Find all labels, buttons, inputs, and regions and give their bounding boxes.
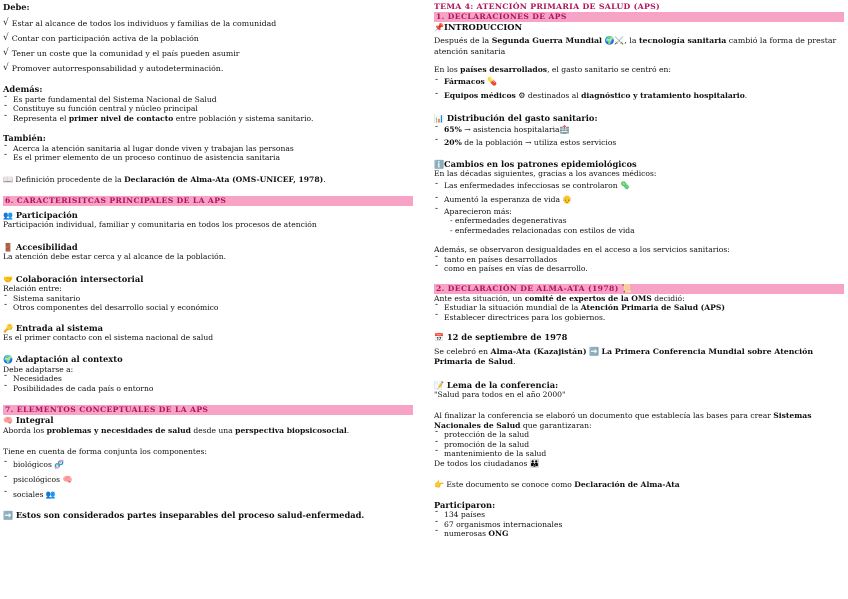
info-icon: ℹ️ <box>434 159 444 169</box>
swords-icon: ⚔️ <box>614 36 625 46</box>
list-item: - Acerca la atención sanitaria al lugar donde viven y trabajan las personas <box>3 144 413 154</box>
accesibilidad-title: 🚪 Accesibilidad <box>3 241 78 252</box>
door-icon: 🚪 <box>3 242 13 252</box>
list-item: - biológicos 🧬 <box>3 457 413 472</box>
pin-icon: 📌 <box>434 22 444 32</box>
key-icon: 🔑 <box>3 323 13 333</box>
list-item: - enfermedades degenerativas <box>450 216 567 226</box>
intro-text: Después de la Segunda Guerra Mundial 🌍⚔️, la tecnología sanitaria cambió la forma de prestar atención sanitaria <box>434 36 837 56</box>
list-item: - 67 organismos internacionales <box>434 520 844 530</box>
brain-icon: 🧠 <box>3 416 13 426</box>
final-text: Al finalizar la conferencia se elaboró un documento que establecía las bases para crear Sistemas Nacionales de Salud que garantizaran: <box>434 411 812 430</box>
people-icon: 👥 <box>3 211 13 221</box>
people-icon: 👪 <box>529 458 540 468</box>
cambios-title: ℹ️Cambios en los patrones epidemiológicos <box>434 158 637 169</box>
participaron-title: Participaron: <box>434 499 496 510</box>
scroll-icon: 📜 <box>621 283 633 293</box>
globe-icon: 🌍 <box>3 355 13 365</box>
debe-title: Debe: <box>3 2 30 12</box>
tambien-list <box>3 144 413 163</box>
cambios-text: En las décadas siguientes, gracias a los avances médicos: <box>434 169 657 179</box>
list-item: - Es el primer elemento de un proceso continuo de asistencia sanitaria <box>3 153 413 163</box>
ante-list <box>434 303 844 322</box>
entrada-title: 🔑 Entrada al sistema <box>3 322 104 333</box>
list-item: - psicológicos 🧠 <box>3 472 413 487</box>
right-column <box>434 2 844 539</box>
section-6-header: 6. CARACTERISITCAS PRINCIPALES DE LA APS <box>3 196 413 206</box>
list-item: - Aparecieron más: <box>434 207 844 217</box>
list-item: - promoción de la salud <box>434 440 844 450</box>
adaptacion-list <box>3 374 413 393</box>
section-1-header: 1. DECLARACIONES DE APS <box>434 12 844 22</box>
check-icon: √ <box>3 63 9 74</box>
memo-icon: 📝 <box>434 380 444 390</box>
participacion-title: 👥 Participación <box>3 210 78 221</box>
list-item: - Las enfermedades infecciosas se controlaron 🦠 <box>434 179 844 193</box>
documento-text: 👉 Este documento se conoce como Declaración de Alma-Ata <box>434 480 680 490</box>
accesibilidad-text: La atención debe estar cerca y al alcance de la población. <box>3 252 227 262</box>
gasto-list <box>434 75 844 103</box>
arrow-right-icon: ➡️ <box>589 346 599 356</box>
elderly-icon: 👴 <box>562 194 573 204</box>
list-item: - enfermedades relacionadas con estilos de vida <box>450 225 635 235</box>
ademas-list <box>3 95 413 124</box>
colaboracion-list <box>3 294 413 313</box>
componentes-text: Tiene en cuenta de forma conjunta los componentes: <box>3 447 207 457</box>
check-icon: √ <box>3 33 9 44</box>
final-list <box>434 430 844 459</box>
book-icon: 📖 <box>3 174 13 184</box>
colaboracion-text: Relación entre: <box>3 284 62 294</box>
gear-icon: ⚙ <box>518 90 526 100</box>
participaron-list <box>434 510 844 539</box>
list-item: - numerosas ONG <box>434 529 844 539</box>
check-item: √ Tener un coste que la comunidad y el país pueden asumir <box>3 48 240 59</box>
cambios-sublist <box>434 216 844 235</box>
lema-text: "Salud para todos en el año 2000" <box>434 389 566 399</box>
tambien-title: También: <box>3 133 46 144</box>
distribucion-title: 📊 Distribución del gasto sanitario: <box>434 112 598 123</box>
integral-text: Aborda los problemas y necesidades de salud desde una perspectiva biopsicosocial. <box>3 425 350 435</box>
desigualdades-text: Además, se observaron desigualdades en el acceso a los servicios sanitarios: <box>434 245 730 255</box>
entrada-text: Es el primer contacto con el sistema nacional de salud <box>3 332 214 342</box>
check-item: √ Estar al alcance de todos los individuos y familias de la comunidad <box>3 18 277 29</box>
integral-title: 🧠 Integral <box>3 415 54 426</box>
list-item: - Equipos médicos ⚙ destinados al diagnóstico y tratamiento hospitalario. <box>434 89 844 103</box>
bar-chart-icon: 📊 <box>434 113 444 123</box>
fecha-title: 📅 12 de septiembre de 1978 <box>434 332 568 343</box>
list-item: - 65% → asistencia hospitalaria🏥 <box>434 123 844 136</box>
list-item: - 134 países <box>434 510 844 520</box>
pointing-hand-icon: 👉 <box>434 480 444 490</box>
check-icon: √ <box>3 48 9 59</box>
tema-title: TEMA 4: ATENCIÓN PRIMARIA DE SALUD (APS) <box>434 2 661 11</box>
list-item: - Establecer directrices para los gobiernos. <box>434 313 844 323</box>
people-icon: 👥 <box>45 489 56 499</box>
adaptacion-title: 🌍 Adaptación al contexto <box>3 354 123 365</box>
dna-icon: 🧬 <box>54 459 65 469</box>
ante-text: Ante esta situación, un comité de expertos de la OMS decidió: <box>434 293 685 303</box>
list-item: - protección de la salud <box>434 430 844 440</box>
list-item: - Aumentó la esperanza de vida 👴 <box>434 193 844 207</box>
paises-text: En los países desarrollados, el gasto sanitario se centró en: <box>434 65 671 75</box>
cambios-list <box>434 179 844 217</box>
participacion-text: Participación individual, familiar y comunitaria en todos los procesos de atención <box>3 220 317 230</box>
list-item: - Necesidades <box>3 374 413 384</box>
list-item: - Otros componentes del desarrollo social y económico <box>3 303 413 313</box>
microbe-icon: 🦠 <box>620 180 631 190</box>
list-item: - mantenimiento de la salud <box>434 449 844 459</box>
calendar-icon: 📅 <box>434 333 444 343</box>
check-icon: √ <box>3 18 9 29</box>
list-item: - Constituye su función central y núcleo principal <box>3 104 413 114</box>
list-item: - sociales 👥 <box>3 487 413 502</box>
check-item: √ Contar con participación activa de la población <box>3 33 199 44</box>
list-item: - Posibilidades de cada país o entorno <box>3 384 413 394</box>
adaptacion-text: Debe adaptarse a: <box>3 364 74 374</box>
ciudadanos-text: De todos los ciudadanos 👪 <box>434 458 540 468</box>
handshake-icon: 🤝 <box>3 274 13 284</box>
lema-title: 📝 Lema de la conferencia: <box>434 379 559 390</box>
conclusion-text: ➡️ Estos son considerados partes inseparables del proceso salud-enfermedad. <box>3 509 365 520</box>
brain-icon: 🧠 <box>62 474 73 484</box>
pill-icon: 💊 <box>487 76 498 86</box>
intro-title: 📌INTRODUCCION <box>434 21 523 32</box>
left-column <box>3 2 413 520</box>
section-2-header: 2. DECLARACIÓN DE ALMA-ATA (1978) 📜 <box>434 284 844 294</box>
list-item: - Sistema sanitario <box>3 294 413 304</box>
list-item: - 20% de la población → utiliza estos servicios <box>434 136 844 149</box>
list-item: - tanto en países desarrollados <box>434 255 844 265</box>
hospital-icon: 🏥 <box>559 124 570 134</box>
distribucion-list <box>434 123 844 149</box>
celebro-text: Se celebró en Alma-Ata (Kazajistán) ➡️ La Primera Conferencia Mundial sobre Atención Primaria de Salud. <box>434 346 814 367</box>
list-item: - Es parte fundamental del Sistema Nacional de Salud <box>3 95 413 105</box>
colaboracion-title: 🤝 Colaboración intersectorial <box>3 273 144 284</box>
definicion-text: 📖 Definición procedente de la Declaración de Alma-Ata (OMS-UNICEF, 1978). <box>3 174 326 184</box>
ademas-title: Además: <box>3 84 43 95</box>
list-item: - Fármacos 💊 <box>434 75 844 89</box>
check-item: √ Promover autorresponsabilidad y autodeterminación. <box>3 63 224 74</box>
section-7-header: 7. ELEMENTOS CONCEPTUALES DE LA APS <box>3 405 413 415</box>
componentes-list <box>3 457 413 502</box>
desigualdades-list <box>434 255 844 274</box>
list-item: - Estudiar la situación mundial de la Atención Primaria de Salud (APS) <box>434 303 844 313</box>
globe-icon: 🌍 <box>604 36 615 46</box>
list-item: - Representa el primer nivel de contacto entre población y sistema sanitario. <box>3 114 413 124</box>
arrow-right-icon: ➡️ <box>3 510 13 520</box>
list-item: - como en países en vías de desarrollo. <box>434 264 844 274</box>
